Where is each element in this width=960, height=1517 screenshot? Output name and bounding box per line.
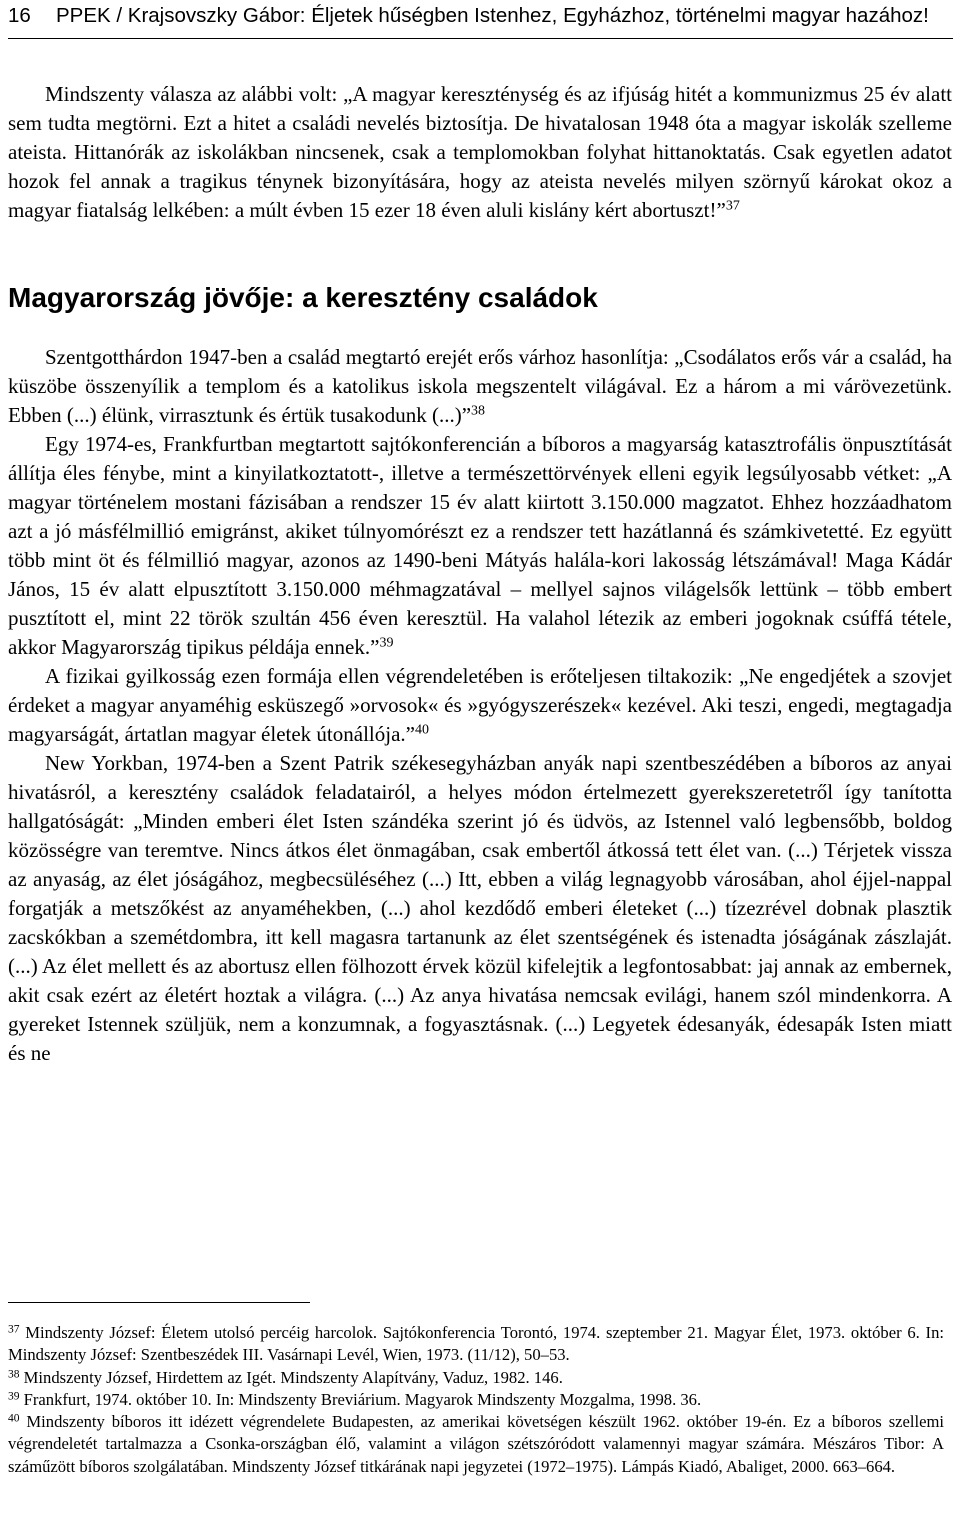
footnote (8, 1411, 944, 1478)
paragraph-text: A fizikai gyilkosság ezen formája ellen végrendeletében is erőteljesen tiltakozik: „Ne engedjétek a szovjet érdeket a magyar anyaméhig esküszegő »orvosok« és »gyógyszerészek« kezével. Aki teszi, engedi, megtagadja magyarságát, ártatlan magyar életek útonállója.” (8, 664, 952, 746)
footnote-ref-39: 39 (379, 635, 394, 651)
paragraph-text: Egy 1974-es, Frankfurtban megtartott sajtókonferencián a bíboros a magyarság katasztrofális önpusztítását állítja éles fénybe, mint a kinyilatkoztatott-, illetve a természettörvények elleni egyik legsúlyosabb vétket: „A magyar történelem mostani fázisában a rendszer 15 év alatt kiirtott 3.150.000 magzatot. Ehhez hozzáadhatom azt a jó másfélmillió emigránst, akiket túlnyomórészt ez a rendszer tett hazátlanná és számkivetetté. Ez együtt több mint öt és félmillió magyar, azonos az 1490-beni Mátyás halála-kori lakosság létszámával! Maga Kádár János, 15 év alatt elpusztított 3.150.000 méhmagzatával – mellyel sajnos világelsők lettünk – több embert pusztított el, mint 22 török szultán 456 éven keresztül. Ha valahol létezik az emberi jogoknak csúffá tétele, akkor Magyarország tipikus példája ennek.” (8, 432, 952, 659)
footnote-ref-38: 38 (471, 403, 486, 419)
paragraph-text: New Yorkban, 1974-ben a Szent Patrik székesegyházban anyák napi szentbeszédében a bíboros az anyai hivatásról, a keresztény családok feladatairól, a helyes módon értelmezett gyerekszeretetről így tanította hallgatóságát: „Minden emberi élet Isten szándéka szerint jó és üdvös, az Istennel való legbensőbb, boldog közösségre van teremtve. Nincs átkos élet önmagában, csak embertől átkossá tett élet van. (...) Térjetek vissza az anyaság, az élet jóságához, megbecsüléséhez (...) Itt, ebben a világ legnagyobb városában, ahol éjjel-nappal forgatják a metszőkést az anyaméhekben, (...) ahol kezdődő emberi életeket (...) tízezrével dobnak plasztik zacskókban a szemétdombra, itt kell magasra tartanunk az élet szentségének és istenadta jóságának zászlaját. (...) Az élet mellett és az abortusz ellen fölhozott érvek közül kifelejtik a legfontosabbat: jaj annak az embernek, akit csak ezért az életért hoztak a világra. (...) Az anya hivatása nemcsak evilági, hanem szól mindenkorra. A gyereket Istennek szüljük, nem a konzumnak, a fogyasztásnak. (...) Legyetek édesanyák, édesapák Isten miatt és ne (8, 751, 952, 1065)
footnote-number: 38 (8, 1367, 20, 1380)
footnote-ref-37: 37 (725, 198, 740, 214)
paragraph-text: Szentgotthárdon 1947-ben a család megtartó erejét erős várhoz hasonlítja: „Csodálatos erős vár a család, ha küszöbe összenyílik a templom és a katolikus iskola megszentelt világával. Ez a három a mi várövezetünk. Ebben (...) élünk, virrasztunk és értük tusakodunk (...)” (8, 345, 952, 427)
footnote-separator (8, 1302, 310, 1303)
footnote-number: 37 (8, 1323, 20, 1336)
intro-block (8, 80, 952, 225)
header-rule (8, 38, 953, 39)
footnotes (8, 1322, 944, 1478)
footnote-ref-40: 40 (414, 722, 429, 738)
footnote (8, 1389, 944, 1411)
paragraph (8, 343, 952, 430)
intro-paragraph (8, 80, 952, 225)
footnote (8, 1367, 944, 1389)
paragraph (8, 662, 952, 749)
footnote-text: Mindszenty József, Hirdettem az Igét. Mindszenty Alapítvány, Vaduz, 1982. 146. (23, 1367, 563, 1387)
paragraph (8, 430, 952, 662)
footnote-text: Frankfurt, 1974. október 10. In: Mindszenty Breviárium. Magyarok Mindszenty Mozgalma, 1998. 36. (23, 1389, 702, 1409)
footnote-number: 39 (8, 1390, 20, 1403)
running-title: PPEK / Krajsovszky Gábor: Éljetek hűségben Istenhez, Egyházhoz, történelmi magyar hazához! (56, 4, 929, 27)
footnote (8, 1322, 944, 1367)
paragraph-text: Mindszenty válasza az alábbi volt: „A magyar kereszténység és az ifjúság hitét a kommunizmus 25 év alatt sem tudta megtörni. Ezt a hitet a családi nevelés biztosítja. De hivatalosan 1948 óta a magyar iskolák szelleme ateista. Hittanórák az iskolákban nincsenek, csak a templomokban folyhat hittanoktatás. Csak egyetlen adatot hozok fel annak a tragikus ténynek bizonyítására, hogy az ateista nevelés milyen szörnyű károkat okoz a magyar fiatalság lelkében: a múlt évben 15 ezer 18 éven aluli kislány kért abortuszt!” (8, 82, 952, 222)
section-heading: Magyarország jövője: a keresztény családok (8, 282, 598, 313)
page-number: 16 (8, 4, 31, 27)
running-header (8, 3, 953, 29)
section-body (8, 343, 952, 1068)
footnote-number: 40 (8, 1412, 20, 1425)
paragraph (8, 749, 952, 1068)
footnote-text: Mindszenty József: Életem utolsó percéig harcolok. Sajtókonferencia Torontó, 1974. szeptember 21. Magyar Élet, 1973. október 6. In: Mindszenty József: Szentbeszédek III. Vasárnapi Levél, Wien, 1973. (11/12), 50–53. (8, 1323, 944, 1365)
footnote-text: Mindszenty bíboros itt idézett végrendelete Budapesten, az amerikai követségen készült 1962. október 19-én. Ez a bíboros szellemi végrendeletét tartalmazza a Csonka-országban élő, valamint a világon szétszóródott valamennyi magyar számára. Mészáros Tibor: A száműzött bíboros szolgálatában. Mindszenty József titkárának napi jegyzetei (1972–1975). Lámpás Kiadó, Abaliget, 2000. 663–664. (8, 1412, 944, 1476)
